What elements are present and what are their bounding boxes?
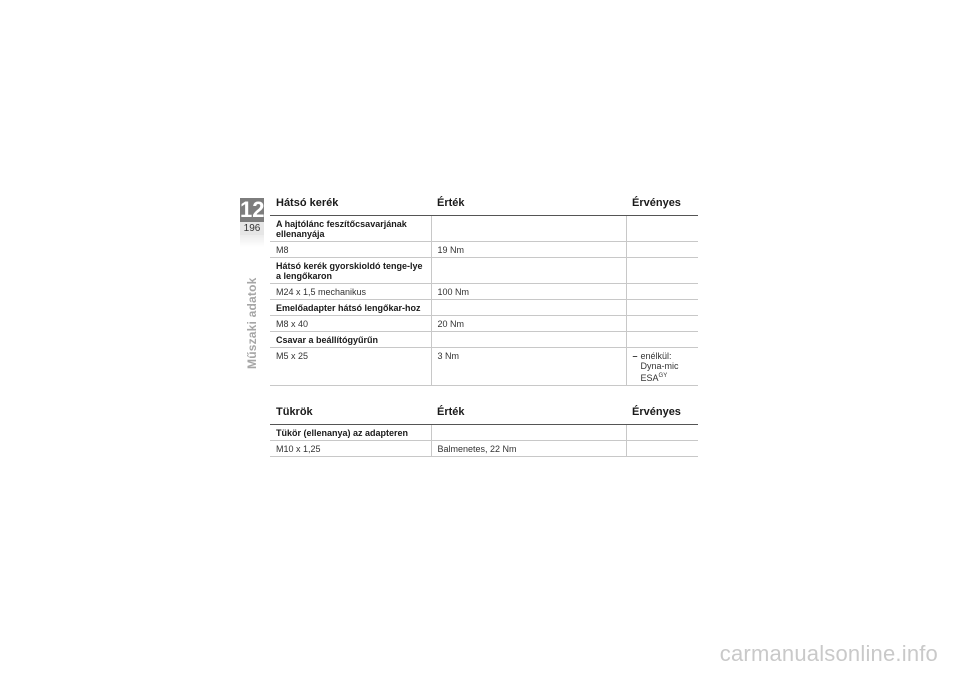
- item-valid: [626, 284, 698, 300]
- table-header-row: [270, 191, 698, 216]
- item-value: 100 Nm: [431, 284, 626, 300]
- item-value: 20 Nm: [431, 316, 626, 332]
- item-spec: M10 x 1,25: [270, 441, 431, 457]
- header-value: Érték: [431, 400, 626, 425]
- mirrors-table: [270, 400, 698, 457]
- item-name: Hátsó kerék gyorskioldó tenge-lye a lengőkaron: [270, 258, 431, 284]
- header-component: Hátsó kerék: [270, 191, 431, 216]
- chapter-tab: [240, 198, 264, 247]
- header-value: Érték: [431, 191, 626, 216]
- table-row: [270, 425, 698, 441]
- item-name: Emelőadapter hátsó lengőkar-hoz: [270, 300, 431, 316]
- table-row: [270, 332, 698, 348]
- table-row: [270, 441, 698, 457]
- item-valid: [626, 242, 698, 258]
- header-valid: Érvényes: [626, 191, 698, 216]
- item-name: A hajtólánc feszítőcsavarjának ellenanyája: [270, 216, 431, 242]
- rear-wheel-table: [270, 191, 698, 386]
- table-row: [270, 348, 698, 386]
- item-valid: [626, 316, 698, 332]
- table-row: [270, 258, 698, 284]
- table-header-row: [270, 400, 698, 425]
- item-spec: M5 x 25: [270, 348, 431, 386]
- item-spec: M8: [270, 242, 431, 258]
- chapter-title: Műszaki adatok: [245, 277, 259, 369]
- item-value: Balmenetes, 22 Nm: [431, 441, 626, 457]
- item-value: 3 Nm: [431, 348, 626, 386]
- table-row: [270, 316, 698, 332]
- dash-bullet: –: [632, 351, 638, 361]
- item-name: Tükör (ellenanya) az adapteren: [270, 425, 431, 441]
- table-row: [270, 242, 698, 258]
- valid-superscript: GY: [658, 373, 668, 379]
- table-row: [270, 216, 698, 242]
- tab-shade: [240, 235, 264, 247]
- item-spec: M24 x 1,5 mechanikus: [270, 284, 431, 300]
- watermark: carmanualsonline.info: [719, 641, 938, 666]
- table-row: [270, 284, 698, 300]
- item-spec: M8 x 40: [270, 316, 431, 332]
- item-valid: [626, 441, 698, 457]
- item-value: 19 Nm: [431, 242, 626, 258]
- item-valid: [626, 348, 698, 386]
- table-row: [270, 300, 698, 316]
- header-component: Tükrök: [270, 400, 431, 425]
- item-name: Csavar a beállítógyűrűn: [270, 332, 431, 348]
- page-number: 196: [240, 222, 264, 235]
- chapter-number: 12: [240, 197, 265, 222]
- valid-text: enélkül: Dyna-mic ESA: [640, 351, 679, 383]
- header-valid: Érvényes: [626, 400, 698, 425]
